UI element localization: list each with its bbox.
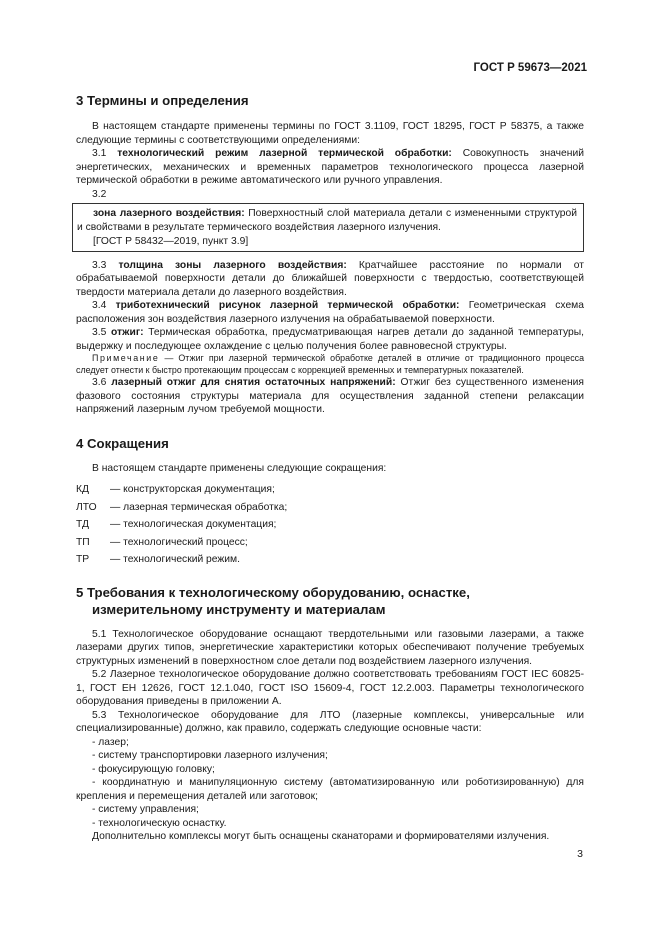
term-name: отжиг:: [110, 327, 144, 338]
clause-5-1: 5.1 Технологическое оборудование оснащают твердотельными или газовыми лазерами, а также лазерами других типов, энергетические характеристики которых обеспечивают получение требуемых структурных изменений в поверхностном слое детали под воздействием лазерного излучения.: [76, 628, 584, 667]
clause-5-3: 5.3 Технологическое оборудование для ЛТО (лазерные комплексы, универсальные или специализированные) должно, как правило, содержать следующие основные части:: [76, 709, 584, 734]
clause-5-3-extra: Дополнительно комплексы могут быть оснащены сканаторами и формирователями излучения.: [92, 831, 550, 842]
page-content: [76, 92, 584, 844]
term-number: 3.6: [92, 377, 107, 388]
abbreviation-meaning: — технологический режим.: [110, 554, 240, 565]
term-definition: Кратчайшее расстояние по нормали от обрабатываемой поверхности детали до ближайшей поверхности с твердостью, соответствующей твердости материала детали до лазерного воздействия.: [76, 259, 584, 298]
quoted-term-box: [72, 203, 584, 252]
term-number: 3.1: [92, 148, 107, 159]
equipment-part-item: - технологическую оснастку.: [92, 817, 227, 829]
equipment-part-item: - лазер;: [92, 736, 129, 748]
term-number: 3.5: [92, 327, 107, 338]
abbreviation-code: ЛТО: [76, 501, 97, 513]
term-3-5-note: [76, 353, 584, 376]
equipment-part-item: - систему управления;: [92, 804, 199, 815]
equipment-part-item: - фокусирующую головку;: [92, 763, 215, 775]
abbreviation-row: [76, 551, 584, 569]
note-label: Примечание: [92, 353, 160, 363]
term-definition: Поверхностный слой материала детали с измененными структурой и свойствами в результате термического воздействия лазерного излучения.: [77, 208, 577, 233]
term-definition: Отжиг без существенного изменения фазового состояния структуры материала для осуществления заданной степени релаксации напряжений лазерным лучом требуемой мощности.: [76, 377, 584, 415]
clause-5-2: 5.2 Лазерное технологическое оборудование должно соответствовать требованиям ГОСТ IEC 60825-1, ГОСТ ЕН 12626, ГОСТ 12.1.040, ГОСТ ISO 15609-4, ГОСТ 12.2.003. Параметры технологического оборудования приведены в приложении А.: [76, 669, 584, 707]
equipment-part-item: - координатную и манипуляционную систему (автоматизированную или роботизированную) для крепления и перемещения деталей или заготовок;: [76, 777, 584, 802]
term-number: 3.3: [92, 259, 107, 271]
abbreviation-meaning: — конструкторская документация;: [110, 484, 275, 495]
section-5-title-line-2: измерительному инструменту и материалам: [92, 601, 386, 617]
term-3-2-reference: [ГОСТ Р 58432—2019, пункт 3.9]: [93, 236, 249, 247]
term-3-2: [77, 207, 577, 234]
abbreviation-list: [76, 481, 584, 569]
term-name: триботехнический рисунок лазерной термической обработки:: [115, 300, 460, 311]
equipment-part-item: - систему транспортировки лазерного излучения;: [92, 750, 328, 761]
term-definition: Термическая обработка, предусматривающая нагрев детали до заданной температуры, выдержку и последующее охлаждение с целью получения более равновесной структуры.: [76, 327, 584, 352]
abbreviation-meaning: — лазерная термическая обработка;: [110, 501, 288, 513]
section-5-title-line-1: 5 Требования к технологическому оборудованию, оснастке,: [76, 584, 470, 600]
section-4-intro: В настоящем стандарте применены следующие сокращения:: [92, 462, 387, 474]
term-3-4: [76, 299, 584, 326]
term-definition: Совокупность значений энергетических, механических и временных параметров технологического процесса лазерной термической обработки в режиме автоматического или ручного управления.: [76, 148, 584, 186]
abbreviation-meaning: — технологическая документация;: [110, 519, 277, 530]
term-3-6: [76, 376, 584, 417]
term-name: технологический режим лазерной термической обработки:: [117, 148, 452, 159]
term-name: зона лазерного воздействия:: [93, 208, 245, 219]
term-3-5: [76, 326, 584, 353]
section-3-title: 3 Термины и определения: [76, 93, 249, 108]
term-name: лазерный отжиг для снятия остаточных напряжений:: [111, 377, 396, 388]
abbreviation-code: ТД: [76, 519, 89, 530]
abbreviation-code: ТР: [76, 554, 90, 565]
abbreviation-row: [76, 481, 584, 499]
abbreviation-code: КД: [76, 484, 89, 495]
term-3-1: [76, 147, 584, 188]
note-text: — Отжиг при лазерной термической обработке деталей в отличие от традиционного процесса следует отнести к быстро протекающим процессам с коррекцией временных и температурных показателей.: [76, 353, 584, 375]
section-4-title: 4 Сокращения: [76, 435, 169, 451]
abbreviation-row: [76, 534, 584, 552]
page-number: 3: [577, 848, 583, 860]
abbreviation-meaning: — технологический процесс;: [110, 536, 248, 548]
section-3-intro: В настоящем стандарте применены термины по ГОСТ 3.1109, ГОСТ 18295, ГОСТ Р 58375, а также следующие термины с соответствующими определениями:: [76, 121, 584, 146]
abbreviation-row: [76, 499, 584, 517]
term-3-2-number: 3.2: [92, 188, 107, 200]
term-number: 3.4: [92, 300, 107, 311]
term-3-3: [76, 259, 584, 300]
term-name: толщина зоны лазерного воздействия:: [118, 259, 347, 271]
term-definition: Геометрическая схема расположения зон воздействия лазерного излучения на обрабатываемой поверхности.: [76, 300, 584, 325]
abbreviation-code: ТП: [76, 536, 90, 548]
abbreviation-row: [76, 516, 584, 534]
section-5-title: [76, 584, 584, 618]
standard-number: ГОСТ Р 59673—2021: [473, 62, 587, 74]
